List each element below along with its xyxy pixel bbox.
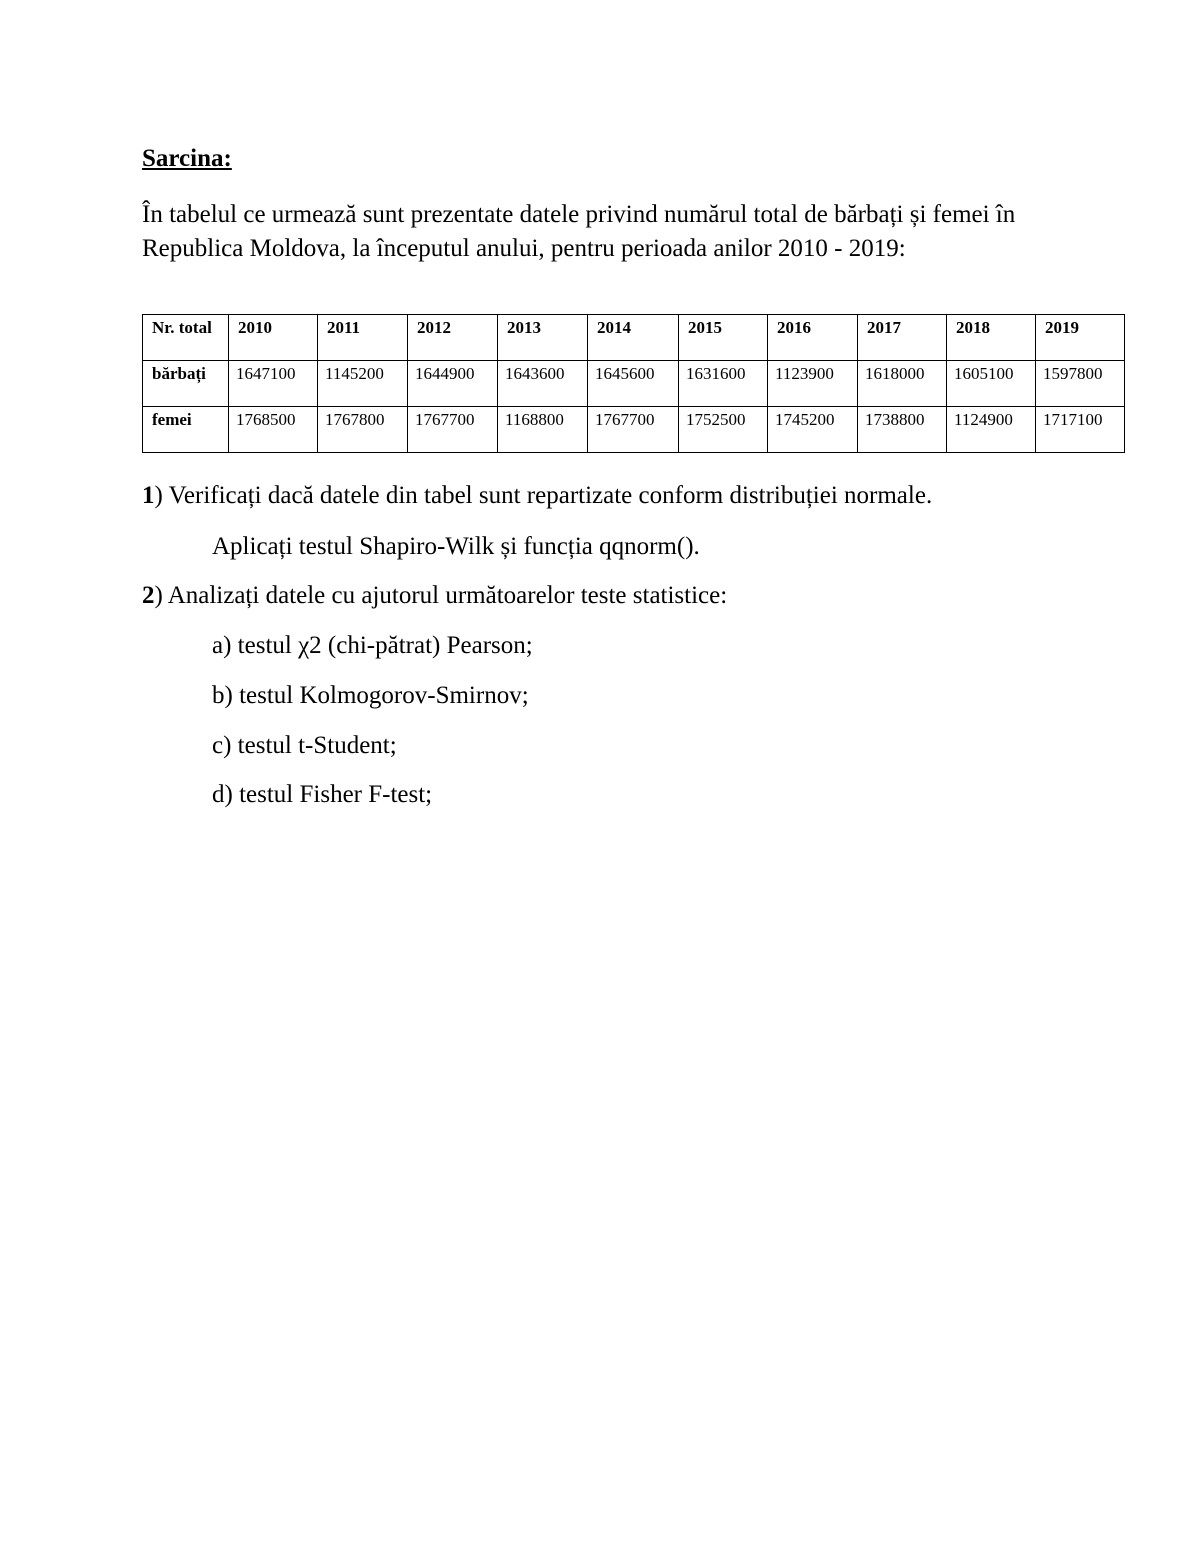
value-cell: 1644900: [408, 361, 498, 407]
value-cell: 1767700: [588, 407, 679, 453]
value-cell: 1752500: [679, 407, 768, 453]
task-1-detail: Aplicați testul Shapiro-Wilk și funcția qqnorm().: [212, 533, 700, 560]
value-cell: 1643600: [498, 361, 588, 407]
year-header-cell: 2018: [947, 315, 1036, 361]
year-header-cell: 2012: [408, 315, 498, 361]
value-cell: 1145200: [318, 361, 408, 407]
year-header-cell: 2013: [498, 315, 588, 361]
year-header-cell: 2016: [768, 315, 858, 361]
value-cell: 1597800: [1036, 361, 1125, 407]
value-cell: 1767800: [318, 407, 408, 453]
year-header-cell: 2014: [588, 315, 679, 361]
year-header-cell: 2019: [1036, 315, 1125, 361]
row-label-cell: femei: [143, 407, 229, 453]
task-2-item-d: d) testul Fisher F-test;: [212, 781, 433, 808]
value-cell: 1631600: [679, 361, 768, 407]
task-2-item-c: c) testul t-Student;: [212, 732, 397, 759]
value-cell: 1738800: [858, 407, 947, 453]
task-2-item-a: a) testul χ2 (chi-pătrat) Pearson;: [212, 632, 533, 659]
year-header-cell: 2015: [679, 315, 768, 361]
table-row-femei: [143, 407, 1125, 453]
table-header-row: [143, 315, 1125, 361]
value-cell: 1745200: [768, 407, 858, 453]
task-heading: Sarcina:: [142, 145, 232, 172]
population-table: [142, 314, 1125, 453]
task-1-text: ) Verificați dacă datele din tabel sunt repartizate conform distribuției normale.: [154, 482, 933, 509]
value-cell: 1124900: [947, 407, 1036, 453]
value-cell: 1645600: [588, 361, 679, 407]
value-cell: 1123900: [768, 361, 858, 407]
value-cell: 1647100: [229, 361, 318, 407]
task-1: [142, 480, 932, 512]
row-label-cell: bărbați: [143, 361, 229, 407]
table-row-barbati: [143, 361, 1125, 407]
value-cell: 1767700: [408, 407, 498, 453]
task-1-number: 1: [142, 482, 155, 509]
task-2-number: 2: [142, 582, 155, 609]
value-cell: 1768500: [229, 407, 318, 453]
task-2-text: ) Analizați datele cu ajutorul următoarelor teste statistice:: [154, 582, 728, 609]
value-cell: 1605100: [947, 361, 1036, 407]
value-cell: 1168800: [498, 407, 588, 453]
value-cell: 1618000: [858, 361, 947, 407]
task-2: [142, 580, 727, 612]
intro-paragraph: În tabelul ce urmează sunt prezentate datele privind numărul total de bărbați și femei în Republica Moldova, la începutul anului, pentru perioada anilor 2010 - 2019:: [142, 201, 1016, 262]
task-2-item-b: b) testul Kolmogorov-Smirnov;: [212, 682, 529, 709]
year-header-cell: 2017: [858, 315, 947, 361]
year-header-cell: 2010: [229, 315, 318, 361]
year-header-cell: 2011: [318, 315, 408, 361]
corner-header-cell: Nr. total: [143, 315, 229, 361]
value-cell: 1717100: [1036, 407, 1125, 453]
